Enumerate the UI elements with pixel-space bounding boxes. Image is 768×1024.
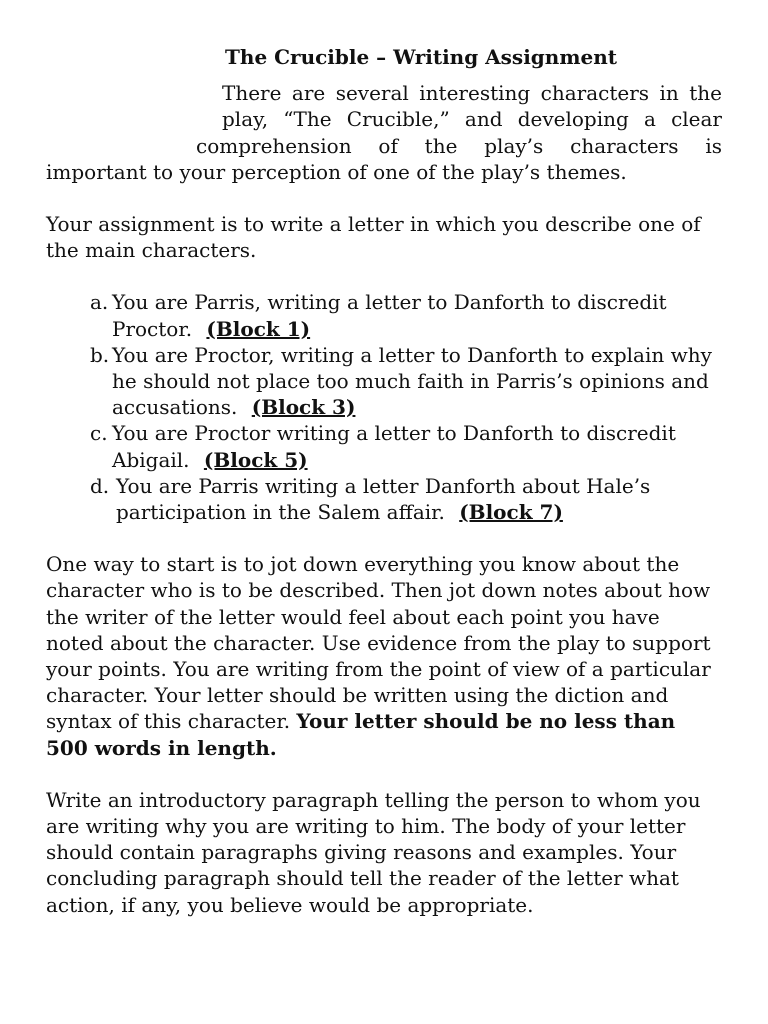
intro-paragraph xyxy=(46,80,722,185)
block-label: (Block 5) xyxy=(203,447,308,472)
list-item xyxy=(90,289,722,341)
option-text: You are Parris writing a letter Danforth about Hale’s participation in the Salem affair. xyxy=(116,473,651,525)
list-item xyxy=(90,473,722,525)
assignment-paragraph: Your assignment is to write a letter in which you describe one of the main characters. xyxy=(46,212,701,263)
option-text: You are Proctor writing a letter to Danforth to discredit Abigail. xyxy=(112,421,676,472)
option-text: You are Parris, writing a letter to Danforth to discredit Proctor. xyxy=(112,290,667,341)
list-marker: c. xyxy=(90,421,108,446)
block-label: (Block 3) xyxy=(251,395,356,420)
list-marker: a. xyxy=(90,290,109,315)
method-paragraph xyxy=(46,551,722,761)
word-count-requirement: Your letter should be no less than 500 words in length. xyxy=(46,709,676,760)
document-page xyxy=(46,44,722,918)
block-label: (Block 7) xyxy=(459,500,563,525)
structure-paragraph: Write an introductory paragraph telling the person to whom you are writing why you are writing to him. The body of your letter should contain paragraphs giving reasons and examples. Your concluding paragraph should tell the reader of the letter what action, if any, you believe would be appropriate. xyxy=(46,787,701,917)
list-marker: b. xyxy=(90,342,110,367)
list-item xyxy=(90,342,722,421)
options-list xyxy=(46,289,722,525)
block-label: (Block 1) xyxy=(206,316,311,341)
list-item xyxy=(90,420,722,472)
option-text: You are Proctor, writing a letter to Danforth to explain why he should not place too much faith in Parris’s opinions and accusations. xyxy=(112,342,712,420)
list-marker: d. xyxy=(90,473,110,498)
intro-text: There are several interesting characters in the play, “The Crucible,” and developing a clear comprehension of the play’s characters is important to your perception of one of the play’s themes. xyxy=(46,81,722,184)
document-title: The Crucible – Writing Assignment xyxy=(225,45,617,69)
method-text: One way to start is to jot down everything you know about the character who is to be described. Then jot down notes about how the writer of the letter would feel about each point you have noted about the character. Use evidence from the play to support your points. You are writing from the point of view of a particular character. Your letter should be written using the diction and syntax of this character. xyxy=(46,552,711,734)
